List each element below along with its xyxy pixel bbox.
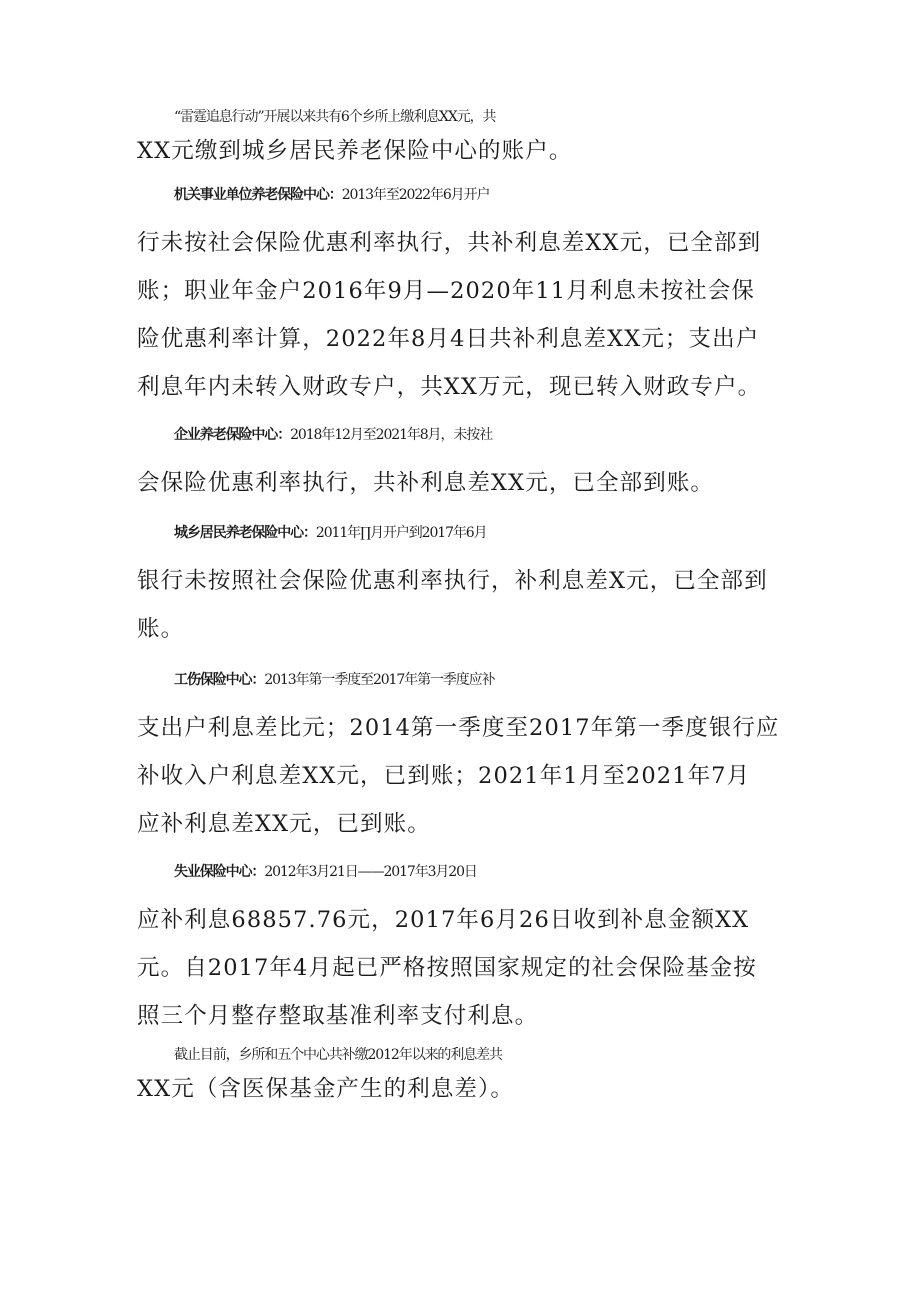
paragraph-line [174, 518, 834, 548]
paragraph-line: 截止目前，乡所和五个中心共补缴2012年以来的利息差共 [174, 1047, 502, 1063]
paragraph-line: 会保险优惠利率执行，共补利息差XX元，已全部到账。 [137, 470, 715, 496]
paragraph-text: 2011年∏月开户到2017年6月 [315, 525, 487, 541]
paragraph-line: XX元缴到城乡居民养老保险中心的账户。 [137, 138, 573, 164]
paragraph-line: 照三个月整存整取基准利率支付利息。 [137, 1003, 539, 1029]
paragraph-line: 支出户利息差比元；2014第一季度至2017年第一季度银行应 [137, 715, 780, 741]
paragraph-line [174, 665, 834, 695]
paragraph-text: 2018年12月至2021年8月，未按社 [290, 427, 493, 443]
paragraph-line: 元。自2017年4月起已严格按照国家规定的社会保险基金按 [137, 955, 757, 981]
paragraph-text: 2013年至2022年6月开户 [341, 187, 490, 203]
paragraph-text: 2012年3月21日——2017年3月20日 [264, 864, 477, 880]
paragraph-line: 银行未按照社会保险优惠利率执行，补利息差X元，已全部到 [137, 568, 768, 594]
paragraph-line: 账；职业年金户2016年9月—2020年11月利息未按社会保 [137, 278, 755, 304]
paragraph-line [174, 857, 834, 887]
paragraph-line: “雷霆追息行动”开展以来共有6个乡所上缴利息XX元，共 [174, 109, 496, 125]
paragraph-line [174, 420, 834, 450]
paragraph-line: 应补利息差XX元，已到账。 [137, 811, 431, 837]
paragraph-line: 利息年内未转入财政专户，共XX万元，现已转入财政专户。 [137, 374, 762, 400]
paragraph-line: 应补利息68857.76元，2017年6月26日收到补息金额XX [137, 907, 750, 933]
section-heading: 失业保险中心： [174, 864, 265, 880]
paragraph-line [174, 180, 834, 210]
paragraph-text: 2013年第一季度至2017年第一季度应补 [264, 672, 495, 688]
section-heading: 机关事业单位养老保险中心： [174, 187, 342, 203]
paragraph-line: XX元（含医保基金产生的利息差）。 [137, 1076, 514, 1102]
section-heading: 企业养老保险中心： [174, 427, 291, 443]
section-heading: 工伤保险中心： [174, 672, 265, 688]
section-heading: 城乡居民养老保险中心： [174, 525, 316, 541]
paragraph-line: 险优惠利率计算，2022年8月4日共补利息差XX元；支出户 [137, 326, 760, 352]
paragraph-line: 账。 [137, 616, 185, 642]
paragraph-line: 行未按社会保险优惠利率执行，共补利息差XX元，已全部到 [137, 230, 762, 256]
paragraph-line: 补收入户利息差XX元，已到账；2021年1月至2021年7月 [137, 763, 751, 789]
